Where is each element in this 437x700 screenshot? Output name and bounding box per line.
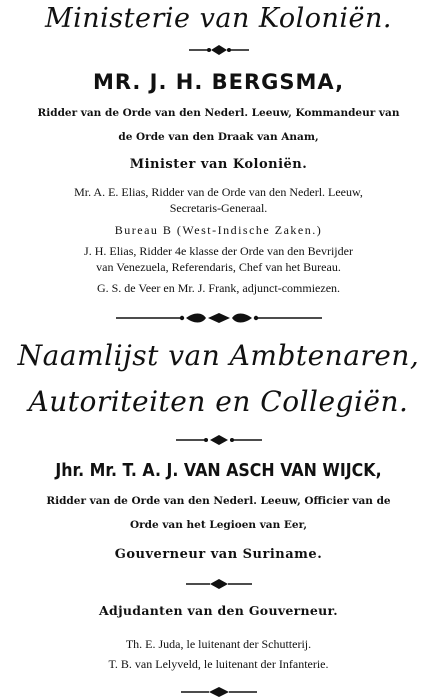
staff-line: G. S. de Veer en Mr. J. Frank, adjunct-commiezen. — [96, 281, 341, 295]
governor-role: Gouverneur van Suriname. — [114, 547, 323, 562]
staff-line: J. H. Elias, Ridder 4e klasse der Orde van den Bevrijder — [84, 244, 353, 258]
adjutants-heading: Adjudanten van den Gouverneur. — [99, 603, 338, 618]
adjutant-line: Th. E. Juda, le luitenant der Schutterij. — [125, 637, 312, 651]
staff-line: Secretaris-Generaal. — [169, 201, 268, 215]
minister-name: MR. J. H. BERGSMA, — [92, 70, 345, 94]
register-title-line: Autoriteiten en Collegiën. — [28, 385, 409, 418]
ministry-title: Ministerie van Koloniën. — [45, 3, 392, 34]
minister-order-line: de Orde van den Draak van Anam, — [118, 131, 319, 143]
staff-line: van Venezuela, Referendaris, Chef van het Bureau. — [96, 260, 341, 274]
ornament-divider — [0, 434, 437, 446]
register-title-line: Naamlijst van Ambtenaren, — [17, 339, 420, 372]
minister-role: Minister van Koloniën. — [129, 157, 308, 172]
governor-name: Jhr. Mr. T. A. J. VAN ASCH VAN WIJCK, — [55, 460, 382, 481]
governor-order-line: Orde van het Legioen van Eer, — [129, 519, 308, 531]
bureau-line: Bureau B (West-Indische Zaken.) — [114, 223, 323, 237]
staff-line: Mr. A. E. Elias, Ridder van de Orde van den Nederl. Leeuw, — [74, 185, 363, 199]
ornament-divider — [0, 311, 437, 325]
adjutant-line: T. B. van Lelyveld, le luitenant der Infanterie. — [108, 657, 329, 671]
ornament-divider — [0, 578, 437, 590]
governor-order-line: Ridder van de Orde van den Nederl. Leeuw, Officier van de — [46, 495, 391, 507]
ornament-divider — [0, 686, 437, 698]
minister-order-line: Ridder van de Orde van den Nederl. Leeuw, Kommandeur van — [37, 107, 400, 119]
ornament-divider — [0, 44, 437, 56]
